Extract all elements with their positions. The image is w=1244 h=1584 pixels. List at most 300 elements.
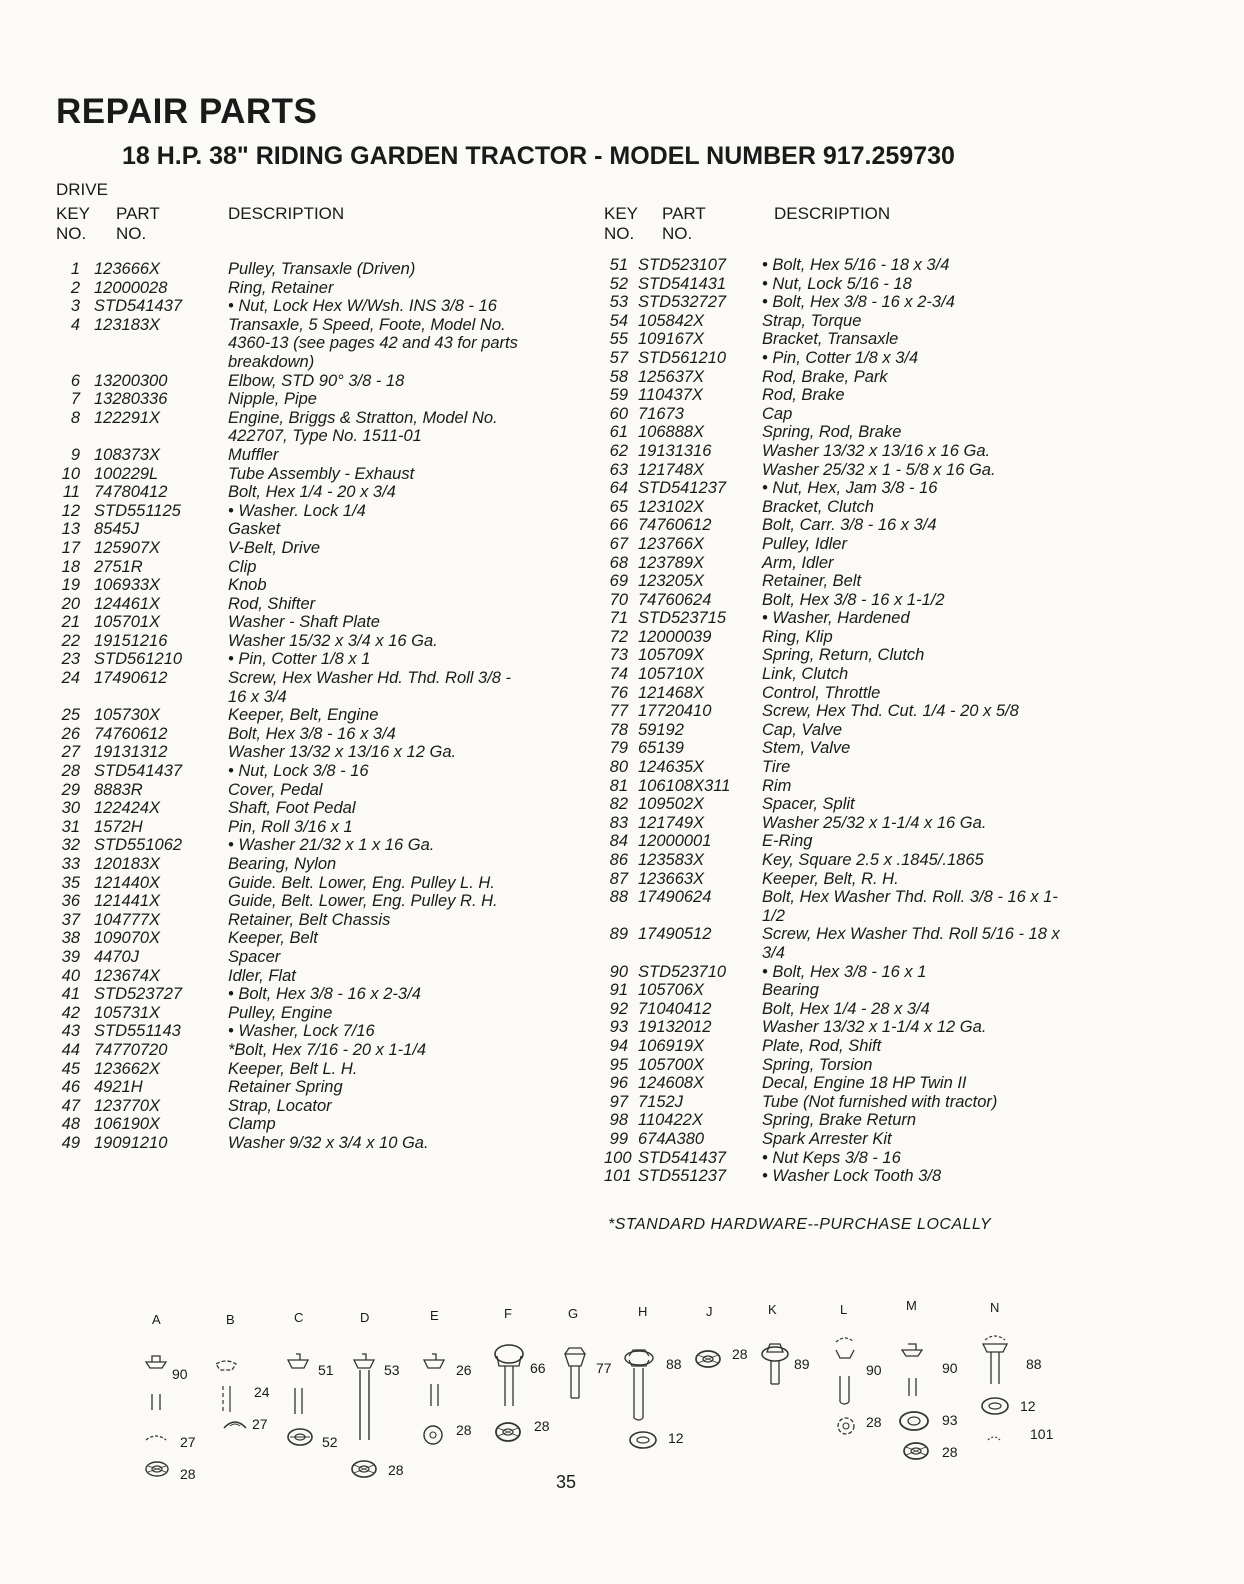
parts-row	[604, 554, 1077, 573]
part-header: PART NO.	[116, 204, 160, 243]
part-number: 12000001	[638, 832, 712, 851]
legend-letter: F	[504, 1306, 512, 1321]
legend-ref: 28	[732, 1346, 748, 1362]
part-number: 8883R	[94, 780, 143, 799]
parts-row	[56, 1115, 528, 1134]
legend-ref: 28	[866, 1414, 882, 1430]
key-number: 18	[61, 557, 80, 576]
parts-row	[604, 1149, 1077, 1168]
part-description: Bearing	[762, 981, 819, 1000]
key-number: 78	[609, 720, 628, 739]
part-description: Plate, Rod, Shift	[762, 1036, 882, 1055]
key-number: 25	[61, 706, 80, 725]
part-description: Shaft, Foot Pedal	[228, 799, 356, 818]
part-number: 19131312	[94, 743, 168, 762]
part-number: 121440X	[94, 873, 161, 892]
key-number: 2	[70, 278, 80, 297]
key-number: 33	[61, 855, 80, 873]
part-description: Washer 25/32 x 1 - 5/8 x 16 Ga.	[762, 460, 996, 479]
parts-row	[604, 256, 1077, 275]
parts-row	[56, 1097, 528, 1116]
key-number: 87	[609, 869, 628, 888]
part-number: 12000028	[94, 278, 168, 297]
hardware-legend	[0, 1296, 1244, 1516]
lock-nut-icon	[694, 1348, 722, 1370]
part-number: 123770X	[94, 1096, 161, 1115]
part-number: STD523710	[638, 962, 727, 981]
parts-row	[604, 795, 1077, 814]
part-description: Knob	[228, 576, 267, 595]
key-number: 29	[61, 780, 80, 799]
parts-row	[56, 836, 528, 855]
parts-row	[56, 874, 528, 893]
part-number: 74760624	[638, 590, 712, 609]
legend-ref: 77	[596, 1360, 612, 1376]
legend-ref: 51	[318, 1362, 334, 1378]
part-number: 105709X	[638, 646, 705, 665]
part-description: Bolt, Hex 1/4 - 20 x 3/4	[228, 483, 396, 502]
part-number: 125907X	[94, 538, 161, 557]
legend-letter: D	[360, 1310, 370, 1325]
parts-row	[56, 297, 528, 316]
part-number: 74780412	[94, 483, 168, 502]
key-number: 55	[609, 330, 628, 349]
part-description: Cap	[762, 404, 793, 423]
column-header	[56, 204, 616, 256]
legend-ref: 24	[254, 1384, 270, 1400]
part-description: Washer 9/32 x 3/4 x 10 Ga.	[228, 1133, 429, 1152]
part-number: STD561210	[638, 348, 727, 367]
footnote: *STANDARD HARDWARE--PURCHASE LOCALLY	[608, 1216, 992, 1233]
parts-row	[604, 888, 1077, 925]
part-number: 106190X	[94, 1115, 161, 1134]
key-number: 19	[61, 576, 80, 595]
part-number: 59192	[638, 720, 684, 739]
legend-letter: K	[768, 1302, 777, 1317]
screw-icon	[214, 1356, 240, 1416]
part-number: 121748X	[638, 460, 705, 479]
parts-row	[56, 502, 528, 521]
part-number: 100229L	[94, 464, 159, 483]
legend-letter: E	[430, 1308, 439, 1323]
legend-letter: B	[226, 1312, 235, 1327]
flange-bolt-icon	[622, 1348, 656, 1424]
key-number: 9	[70, 445, 80, 464]
legend-ref: 28	[180, 1466, 196, 1482]
key-number: 98	[609, 1111, 628, 1130]
part-number: 106888X	[638, 423, 705, 442]
key-number: 88	[609, 888, 628, 907]
flange-bolt-icon	[980, 1332, 1010, 1388]
description-header: DESCRIPTION	[774, 204, 891, 223]
part-description: Nipple, Pipe	[228, 390, 317, 409]
parts-row	[604, 461, 1077, 480]
parts-row	[604, 1074, 1077, 1093]
key-number: 51	[609, 256, 628, 274]
key-number: 6	[70, 371, 80, 390]
part-number: 108373X	[94, 445, 161, 464]
key-number: 58	[609, 367, 628, 386]
part-number: STD551237	[638, 1167, 727, 1186]
part-description: • Bolt, Hex 3/8 - 16 x 2-3/4	[762, 293, 955, 312]
description-header: DESCRIPTION	[228, 204, 345, 223]
bolt-icon	[900, 1342, 926, 1400]
part-description: Washer - Shaft Plate	[228, 613, 380, 632]
parts-row	[604, 1130, 1077, 1149]
parts-row	[604, 535, 1077, 554]
part-number: 120183X	[94, 855, 161, 873]
parts-row	[56, 613, 528, 632]
parts-row	[56, 929, 528, 948]
part-description: • Pin, Cotter 1/8 x 3/4	[762, 348, 919, 367]
part-description: Spark Arrester Kit	[762, 1129, 892, 1148]
key-number: 22	[61, 631, 80, 650]
nut-icon	[420, 1424, 446, 1446]
part-description: *Bolt, Hex 7/16 - 20 x 1-1/4	[228, 1040, 427, 1059]
part-number: 124608X	[638, 1074, 705, 1093]
key-number: 61	[609, 423, 628, 442]
section-label: DRIVE	[56, 180, 108, 199]
legend-ref: 93	[942, 1412, 958, 1428]
part-description: • Washer 21/32 x 1 x 16 Ga.	[228, 836, 435, 855]
part-description: Transaxle, 5 Speed, Foote, Model No. 4360-13 (see pages 42 and 43 for parts breakdown)	[228, 315, 523, 371]
part-number: STD551143	[94, 1022, 181, 1041]
part-number: 109070X	[94, 929, 161, 948]
parts-row	[56, 1004, 528, 1023]
part-description: • Washer. Lock 1/4	[228, 501, 366, 520]
part-number: 13200300	[94, 371, 168, 390]
part-number: 106919X	[638, 1036, 705, 1055]
parts-row	[604, 832, 1077, 851]
part-description: V-Belt, Drive	[228, 538, 320, 557]
parts-row	[56, 799, 528, 818]
parts-row	[56, 520, 528, 539]
part-description: Screw, Hex Thd. Cut. 1/4 - 20 x 5/8	[762, 702, 1019, 721]
part-number: 13280336	[94, 390, 168, 409]
nut-icon	[834, 1416, 858, 1436]
parts-row	[604, 591, 1077, 610]
part-number: 19091210	[94, 1133, 168, 1152]
key-number: 7	[70, 390, 80, 409]
key-number: 95	[609, 1055, 628, 1074]
parts-row	[56, 1060, 528, 1079]
parts-row	[56, 650, 528, 669]
legend-letter: H	[638, 1304, 648, 1319]
parts-row	[604, 646, 1077, 665]
key-number: 89	[609, 925, 628, 944]
key-number: 66	[609, 516, 628, 535]
part-number: STD523715	[638, 609, 727, 628]
part-description: • Bolt, Hex 3/8 - 16 x 1	[762, 962, 927, 981]
parts-row	[604, 721, 1077, 740]
part-number: 19151216	[94, 631, 168, 650]
key-number: 73	[609, 646, 628, 665]
part-description: Washer 25/32 x 1-1/4 x 16 Ga.	[762, 813, 987, 832]
part-description: • Bolt, Hex 3/8 - 16 x 2-3/4	[228, 985, 421, 1004]
key-number: 68	[609, 553, 628, 572]
part-description: • Washer, Hardened	[762, 609, 910, 628]
part-description: Decal, Engine 18 HP Twin II	[762, 1074, 967, 1093]
parts-list-left	[56, 260, 528, 1153]
tooth-washer-icon	[986, 1432, 1002, 1446]
parts-row	[604, 405, 1077, 424]
key-number: 42	[61, 1003, 80, 1022]
part-description: • Nut, Lock 5/16 - 18	[762, 274, 912, 293]
key-number: 1	[70, 260, 80, 278]
part-description: Retainer, Belt Chassis	[228, 910, 391, 929]
key-number: 3	[70, 297, 80, 316]
parts-row	[56, 1134, 528, 1153]
part-number: 65139	[638, 739, 684, 758]
part-description: Spring, Torsion	[762, 1055, 873, 1074]
parts-row	[604, 386, 1077, 405]
part-description: Bolt, Hex 1/4 - 28 x 3/4	[762, 999, 930, 1018]
part-description: Key, Square 2.5 x .1845/.1865	[762, 851, 984, 869]
legend-ref: 90	[172, 1366, 188, 1382]
part-number: 105706X	[638, 981, 705, 1000]
parts-table-right	[604, 204, 1124, 1186]
parts-row	[604, 368, 1077, 387]
part-description: Strap, Locator	[228, 1096, 332, 1115]
part-description: Guide, Belt. Lower, Eng. Pulley R. H.	[228, 892, 498, 911]
part-description: Rod, Brake	[762, 386, 845, 405]
part-number: 121749X	[638, 813, 705, 832]
key-number: 97	[609, 1092, 628, 1111]
part-description: Tube Assembly - Exhaust	[228, 464, 415, 483]
part-number: 110437X	[638, 386, 703, 405]
key-number: 11	[62, 483, 80, 502]
part-number: 123205X	[638, 572, 705, 591]
legend-letter: J	[706, 1304, 713, 1319]
part-number: 105701X	[94, 613, 161, 632]
part-description: Spacer, Split	[762, 795, 855, 814]
part-number: 106933X	[94, 576, 161, 595]
key-number: 39	[61, 947, 80, 966]
part-description: Engine, Briggs & Stratton, Model No. 422707, Type No. 1511-01	[228, 408, 503, 446]
part-description: Clamp	[228, 1115, 276, 1134]
key-number: 40	[61, 966, 80, 985]
parts-row	[56, 781, 528, 800]
legend-ref: 90	[942, 1360, 958, 1376]
key-number: 45	[61, 1059, 80, 1078]
part-description: • Bolt, Hex 5/16 - 18 x 3/4	[762, 256, 950, 274]
parts-row	[56, 558, 528, 577]
key-number: 83	[609, 813, 628, 832]
part-number: 7152J	[638, 1092, 683, 1111]
part-number: 71673	[638, 404, 684, 423]
part-description: • Nut, Lock 3/8 - 16	[228, 762, 369, 781]
legend-ref: 27	[252, 1416, 268, 1432]
part-description: Keeper, Belt L. H.	[228, 1059, 358, 1078]
part-description: Elbow, STD 90° 3/8 - 18	[228, 371, 405, 390]
key-number: 8	[70, 408, 80, 427]
key-number: 57	[609, 348, 628, 367]
part-number: 105842X	[638, 311, 705, 330]
parts-row	[56, 818, 528, 837]
screw-icon	[562, 1346, 588, 1402]
part-description: Washer 13/32 x 13/16 x 16 Ga.	[762, 441, 991, 460]
key-number: 62	[609, 441, 628, 460]
part-number: STD561210	[94, 650, 183, 669]
part-number: 123583X	[638, 851, 705, 869]
nut-icon	[286, 1426, 314, 1448]
part-number: STD523107	[638, 256, 727, 274]
washer-icon	[980, 1396, 1010, 1416]
part-description: Washer 15/32 x 3/4 x 16 Ga.	[228, 631, 438, 650]
part-description: Strap, Torque	[762, 311, 862, 330]
part-description: Bracket, Clutch	[762, 497, 874, 516]
part-description: Pin, Roll 3/16 x 1	[228, 817, 353, 836]
part-description: Clip	[228, 557, 257, 576]
parts-list-right	[604, 256, 1077, 1186]
key-number: 96	[609, 1074, 628, 1093]
key-number: 54	[609, 311, 628, 330]
legend-ref: 88	[666, 1356, 682, 1372]
part-description: Rod, Shifter	[228, 594, 316, 613]
key-number: 63	[609, 460, 628, 479]
lock-nut-icon	[902, 1440, 930, 1462]
parts-table-left	[56, 204, 616, 1152]
parts-row	[604, 758, 1077, 777]
legend-ref: 89	[794, 1356, 810, 1372]
part-description: Retainer Spring	[228, 1078, 343, 1097]
key-number: 44	[61, 1040, 80, 1059]
key-number: 90	[609, 962, 628, 981]
part-description: Keeper, Belt, Engine	[228, 706, 379, 725]
key-number: 93	[609, 1018, 628, 1037]
part-number: 124461X	[94, 594, 161, 613]
part-description: Spring, Brake Return	[762, 1111, 917, 1130]
legend-ref: 52	[322, 1434, 338, 1450]
part-number: 19131316	[638, 441, 712, 460]
washer-icon	[628, 1430, 658, 1450]
legend-ref: 90	[866, 1362, 882, 1378]
parts-row	[56, 967, 528, 986]
bolt-icon	[422, 1354, 448, 1410]
part-number: 4921H	[94, 1078, 143, 1097]
part-number: 74760612	[94, 724, 168, 743]
legend-ref: 28	[388, 1462, 404, 1478]
parts-row	[604, 981, 1077, 1000]
page-number: 35	[556, 1472, 577, 1492]
key-number: 100	[604, 1148, 632, 1167]
legend-ref: 26	[456, 1362, 472, 1378]
key-number: 71	[609, 609, 628, 628]
key-number: 48	[61, 1115, 80, 1134]
part-description: • Pin, Cotter 1/8 x 1	[228, 650, 371, 669]
part-number: STD541431	[638, 274, 727, 293]
part-number: STD541437	[638, 1148, 727, 1167]
part-number: 123183X	[94, 315, 161, 334]
part-description: • Washer Lock Tooth 3/8	[762, 1167, 942, 1186]
legend-ref: 101	[1030, 1426, 1054, 1442]
key-number: 28	[61, 762, 80, 781]
parts-row	[604, 963, 1077, 982]
part-number: 17490612	[94, 669, 168, 688]
key-number: 60	[609, 404, 628, 423]
key-number: 49	[61, 1133, 80, 1152]
part-description: Bolt, Hex 3/8 - 16 x 1-1/2	[762, 590, 945, 609]
part-description: Ring, Retainer	[228, 278, 334, 297]
parts-row	[56, 279, 528, 298]
part-number: 122291X	[94, 408, 161, 427]
legend-ref: 27	[180, 1434, 196, 1450]
parts-row	[604, 1018, 1077, 1037]
parts-row	[56, 985, 528, 1004]
key-number: 41	[61, 985, 80, 1004]
parts-row	[604, 1056, 1077, 1075]
legend-ref: 28	[456, 1422, 472, 1438]
part-number: 8545J	[94, 520, 139, 539]
parts-row	[56, 632, 528, 651]
part-description: Tube (Not furnished with tractor)	[762, 1092, 998, 1111]
part-number: 104777X	[94, 910, 161, 929]
key-number: 20	[61, 594, 80, 613]
key-number: 23	[61, 650, 80, 669]
bolt-icon	[144, 1354, 170, 1414]
part-number: 106108X311	[638, 776, 731, 795]
parts-row	[604, 702, 1077, 721]
parts-row	[56, 1078, 528, 1097]
part-number: STD541437	[94, 762, 183, 781]
part-description: Arm, Idler	[762, 553, 834, 572]
key-number: 69	[609, 572, 628, 591]
parts-row	[56, 1022, 528, 1041]
page-title: REPAIR PARTS	[56, 92, 318, 131]
part-description: E-Ring	[762, 832, 813, 851]
parts-row	[604, 1093, 1077, 1112]
part-description: Keeper, Belt	[228, 929, 318, 948]
part-description: Stem, Valve	[762, 739, 851, 758]
bolt-icon	[286, 1354, 312, 1418]
carriage-bolt-icon	[492, 1344, 526, 1410]
part-number: 123662X	[94, 1059, 161, 1078]
hex-washer-screw-icon	[760, 1340, 790, 1390]
key-number: 27	[61, 743, 80, 762]
key-number: 47	[61, 1096, 80, 1115]
key-number: 86	[609, 851, 628, 869]
parts-row	[604, 516, 1077, 535]
parts-row	[56, 743, 528, 762]
parts-row	[56, 576, 528, 595]
parts-row	[604, 851, 1077, 870]
parts-row	[56, 390, 528, 409]
parts-row	[56, 595, 528, 614]
part-number: 123766X	[638, 534, 705, 553]
parts-row	[604, 665, 1077, 684]
part-description: Idler, Flat	[228, 966, 296, 985]
part-description: Bolt, Hex Washer Thd. Roll. 3/8 - 16 x 1-1/2	[762, 888, 1058, 925]
parts-row	[604, 1000, 1077, 1019]
key-number: 67	[609, 534, 628, 553]
part-number: 125637X	[638, 367, 705, 386]
key-number: 79	[609, 739, 628, 758]
part-description: Muffler	[228, 445, 279, 464]
part-number: 71040412	[638, 999, 712, 1018]
part-description: Screw, Hex Washer Hd. Thd. Roll 3/8 - 16 x 3/4	[228, 669, 516, 706]
legend-ref: 28	[534, 1418, 550, 1434]
key-number: 4	[70, 315, 80, 334]
part-description: Bolt, Hex 3/8 - 16 x 3/4	[228, 724, 396, 743]
legend-letter: C	[294, 1310, 304, 1325]
part-number: 105731X	[94, 1003, 161, 1022]
part-description: Pulley, Idler	[762, 534, 847, 553]
cotter-pin-icon	[144, 1432, 168, 1444]
key-number: 74	[609, 665, 628, 684]
part-number: 121468X	[638, 683, 705, 702]
model-subtitle: 18 H.P. 38" RIDING GARDEN TRACTOR - MODEL NUMBER 917.259730	[122, 142, 955, 170]
part-number: 109167X	[638, 330, 705, 349]
